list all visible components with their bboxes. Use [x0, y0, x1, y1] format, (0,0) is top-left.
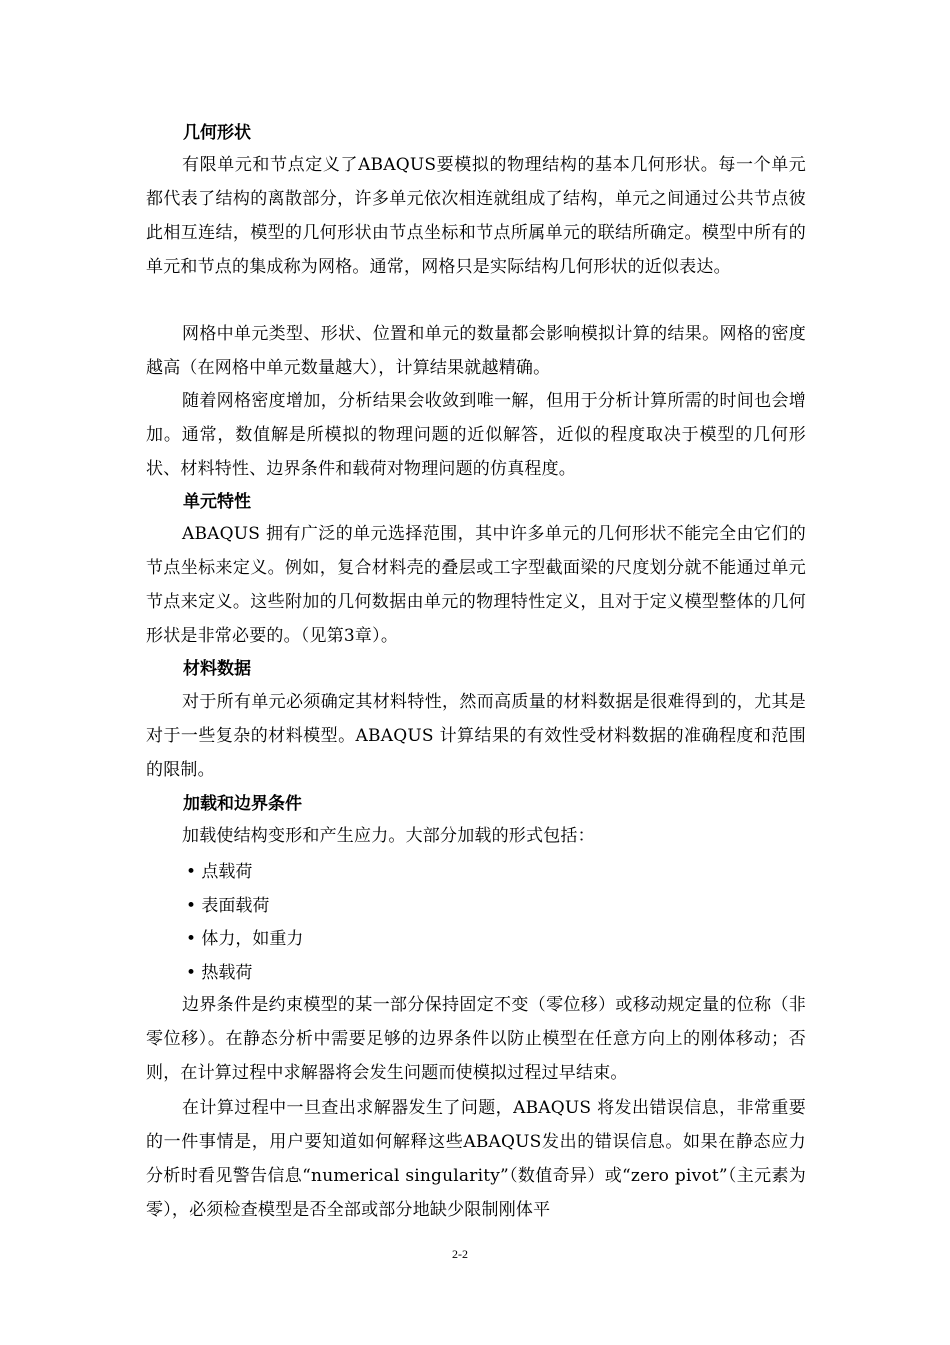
- paragraph-geometry-2: 网格中单元类型、形状、位置和单元的数量都会影响模拟计算的结果。网格的密度越高（在网格中单元数量越大），计算结果就越精确。: [146, 324, 806, 378]
- paragraph-material-1: 对于所有单元必须确定其材料特性，然而高质量的材料数据是很难得到的，尤其是对于一些复杂的材料模型。ABAQUS 计算结果的有效性受材料数据的准确程度和范围的限制。: [146, 692, 806, 780]
- section-heading-element: 单元特性: [183, 492, 251, 512]
- section-heading-loads: 加载和边界条件: [183, 794, 302, 814]
- list-item-thermal-load: • 热载荷: [186, 963, 253, 983]
- paragraph-geometry-1: 有限单元和节点定义了ABAQUS要模拟的物理结构的基本几何形状。每一个单元都代表了结构的离散部分，许多单元依次相连就组成了结构，单元之间通过公共节点彼此相互连结，模型的几何形状由节点坐标和节点所属单元的联结所确定。模型中所有的单元和节点的集成称为网格。通常，网格只是实际结构几何形状的近似表达。: [146, 155, 806, 277]
- paragraph-element-1: ABAQUS 拥有广泛的单元选择范围，其中许多单元的几何形状不能完全由它们的节点坐标来定义。例如，复合材料壳的叠层或工字型截面梁的尺度划分就不能通过单元节点来定义。这些附加的几何数据由单元的物理特性定义，且对于定义模型整体的几何形状是非常必要的。（见第3章）。: [146, 524, 806, 646]
- page-number: 2-2: [452, 1247, 468, 1261]
- section-heading-material: 材料数据: [183, 659, 251, 679]
- list-item-surface-load: • 表面载荷: [186, 896, 270, 916]
- section-heading-geometry: 几何形状: [183, 123, 251, 143]
- paragraph-loads-3: 在计算过程中一旦查出求解器发生了问题，ABAQUS 将发出错误信息，非常重要的一件事情是，用户要知道如何解释这些ABAQUS发出的错误信息。如果在静态应力分析时看见警告信息“numerical singularity”（数值奇异）或“zero pivot”（主元素为零），必须检查模型是否全部或部分地缺少限制刚体平: [146, 1098, 806, 1220]
- paragraph-loads-intro: 加载使结构变形和产生应力。大部分加载的形式包括：: [182, 826, 595, 846]
- paragraph-loads-2: 边界条件是约束模型的某一部分保持固定不变（零位移）或移动规定量的位称（非零位移）。在静态分析中需要足够的边界条件以防止模型在任意方向上的刚体移动；否则，在计算过程中求解器将会发生问题而使模拟过程过早结束。: [146, 995, 806, 1083]
- paragraph-geometry-3: 随着网格密度增加，分析结果会收敛到唯一解，但用于分析计算所需的时间也会增加。通常，数值解是所模拟的物理问题的近似解答，近似的程度取决于模型的几何形状、材料特性、边界条件和载荷对物理问题的仿真程度。: [146, 391, 806, 479]
- list-item-point-load: • 点载荷: [186, 862, 253, 882]
- list-item-body-force: • 体力，如重力: [186, 929, 304, 949]
